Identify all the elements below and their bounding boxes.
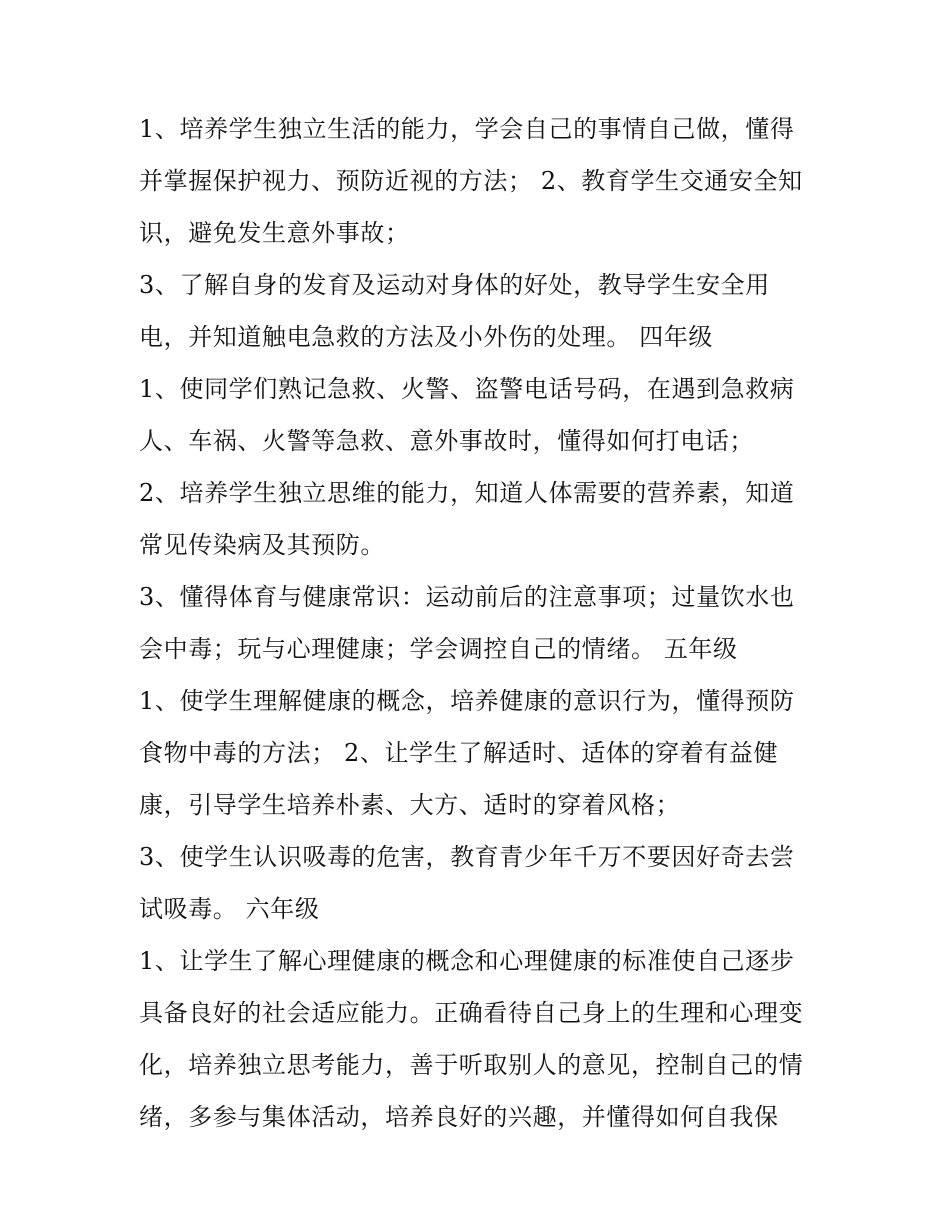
text-line: 常见传染病及其预防。 xyxy=(139,531,385,559)
text-line: 康，引导学生培养朴素、大方、适时的穿着风格； xyxy=(139,791,681,819)
text-line: 并掌握保护视力、预防近视的方法； 2、教育学生交通安全知 xyxy=(139,167,803,195)
text-line: 2、培养学生独立思维的能力，知道人体需要的营养素，知道 xyxy=(139,479,795,507)
text-line: 化，培养独立思考能力，善于听取别人的意见，控制自己的情 xyxy=(139,1051,804,1079)
text-line: 食物中毒的方法； 2、让学生了解适时、适体的穿着有益健 xyxy=(139,739,779,767)
document-body xyxy=(139,103,829,1143)
text-line: 人、车祸、火警等急救、意外事故时，懂得如何打电话； xyxy=(139,427,754,455)
text-line: 电，并知道触电急救的方法及小外伤的处理。 四年级 xyxy=(139,323,714,351)
text-line: 识，避免发生意外事故； xyxy=(139,219,410,247)
text-line: 具备良好的社会适应能力。正确看待自己身上的生理和心理变 xyxy=(139,999,804,1027)
text-line: 试吸毒。 六年级 xyxy=(139,895,320,923)
text-line: 1、使同学们熟记急救、火警、盗警电话号码，在遇到急救病 xyxy=(139,375,795,403)
text-line: 1、培养学生独立生活的能力，学会自己的事情自己做，懂得 xyxy=(139,115,795,143)
text-line: 会中毒；玩与心理健康；学会调控自己的情绪。 五年级 xyxy=(139,635,738,663)
text-line: 3、使学生认识吸毒的危害，教育青少年千万不要因好奇去尝 xyxy=(139,843,795,871)
text-line: 3、懂得体育与健康常识：运动前后的注意事项；过量饮水也 xyxy=(139,583,795,611)
text-line: 1、让学生了解心理健康的概念和心理健康的标准使自己逐步 xyxy=(139,947,795,975)
text-line: 1、使学生理解健康的概念，培养健康的意识行为，懂得预防 xyxy=(139,687,795,715)
text-line: 3、了解自身的发育及运动对身体的好处，教导学生安全用 xyxy=(139,271,770,299)
text-line: 绪，多参与集体活动，培养良好的兴趣，并懂得如何自我保 xyxy=(139,1103,779,1131)
